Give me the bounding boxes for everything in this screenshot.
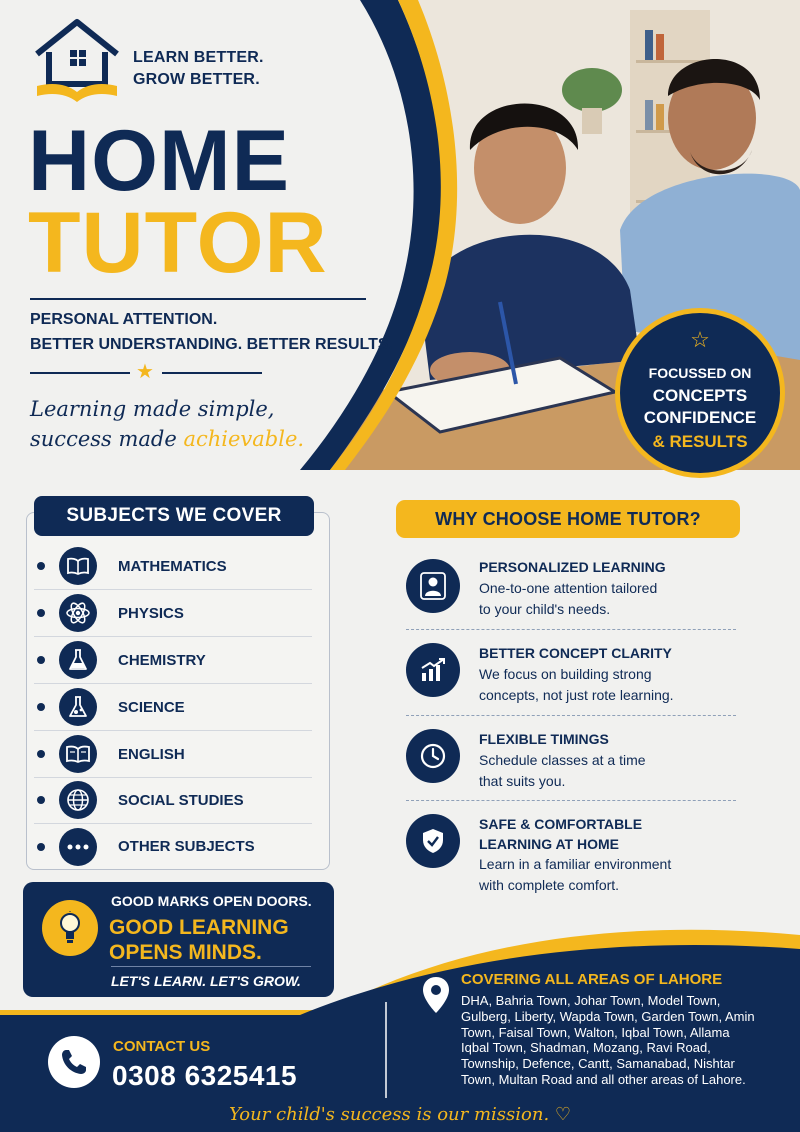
- hero-subtitle-1: PERSONAL ATTENTION.: [30, 311, 218, 328]
- slogan-prefix: success made: [30, 427, 184, 451]
- badge-line-2: CONCEPTS: [652, 386, 748, 405]
- person-icon: [406, 559, 460, 613]
- shield-icon: [406, 814, 460, 868]
- star-divider-right: [162, 372, 262, 374]
- why-desc-1: We focus on building strong: [479, 666, 652, 682]
- contact-phone[interactable]: 0308 6325415: [112, 1060, 298, 1091]
- subject-row-science: [34, 684, 312, 731]
- why-desc-2: to your child's needs.: [479, 601, 611, 617]
- bullet: [37, 609, 45, 617]
- subject-row-mathematics: [34, 543, 312, 590]
- why-title: PERSONALIZED LEARNING: [479, 559, 666, 575]
- why-desc-1: Learn in a familiar environment: [479, 856, 672, 872]
- badge-star-icon: ☆: [690, 327, 710, 352]
- subject-label: MATHEMATICS: [118, 557, 227, 575]
- why-desc-2: with complete comfort.: [479, 877, 620, 893]
- bullet: [37, 703, 45, 711]
- why-title: SAFE & COMFORTABLE: [479, 816, 643, 832]
- beaker-icon: [59, 688, 97, 726]
- location-pin-icon: [421, 975, 451, 1015]
- book-icon: [59, 547, 97, 585]
- house-book-logo: [33, 18, 121, 104]
- why-desc-2: that suits you.: [479, 773, 566, 789]
- subject-label: PHYSICS: [118, 604, 184, 622]
- subject-label: SOCIAL STUDIES: [118, 791, 244, 809]
- badge-line-1: FOCUSSED ON: [648, 365, 752, 381]
- open-book-icon: [59, 735, 97, 773]
- badge-line-4: & RESULTS: [652, 432, 748, 451]
- subject-row-social-studies: [34, 777, 312, 824]
- hero-subtitle-2: BETTER UNDERSTANDING. BETTER RESULTS.: [30, 336, 393, 353]
- focus-badge: [615, 308, 785, 478]
- subject-label: OTHER SUBJECTS: [118, 838, 255, 855]
- why-desc-2: concepts, not just rote learning.: [479, 687, 674, 703]
- bullet: [37, 843, 45, 851]
- title-home: HOME: [28, 113, 290, 209]
- areas-title: COVERING ALL AREAS OF LAHORE: [461, 971, 723, 988]
- why-desc-1: One-to-one attention tailored: [479, 580, 658, 596]
- chart-icon: [406, 643, 460, 697]
- phone-icon: [48, 1036, 100, 1088]
- subjects-heading: SUBJECTS WE COVER: [34, 496, 314, 536]
- title-divider: [30, 298, 366, 300]
- why-separator: [406, 629, 736, 630]
- mission-text: Your child's success is our mission.: [228, 1104, 550, 1125]
- why-title-line-2: LEARNING AT HOME: [479, 836, 619, 852]
- clock-icon: [406, 729, 460, 783]
- bullet: [37, 750, 45, 758]
- motivation-banner: [23, 882, 334, 997]
- tagline-line-1: LEARN BETTER.: [133, 49, 264, 66]
- atom-icon: [59, 594, 97, 632]
- why-heading: WHY CHOOSE HOME TUTOR?: [396, 500, 740, 538]
- subject-label: ENGLISH: [118, 745, 185, 763]
- why-desc-1: Schedule classes at a time: [479, 752, 646, 768]
- subject-label: SCIENCE: [118, 698, 185, 716]
- motivation-line-4: LET'S LEARN. LET'S GROW.: [111, 973, 301, 989]
- bullet: [37, 796, 45, 804]
- star-icon: ★: [136, 361, 154, 383]
- motivation-line-2: GOOD LEARNING: [109, 916, 289, 939]
- brand-tagline: [133, 47, 264, 91]
- why-title: FLEXIBLE TIMINGS: [479, 731, 609, 747]
- tagline-line-2: GROW BETTER.: [133, 71, 260, 88]
- badge-line-3: CONFIDENCE: [643, 408, 757, 427]
- mission-line: [0, 1104, 800, 1125]
- why-title: BETTER CONCEPT CLARITY: [479, 645, 672, 661]
- why-separator: [406, 715, 736, 716]
- footer-divider: [385, 1002, 387, 1098]
- contact-label: CONTACT US: [113, 1038, 211, 1055]
- title-tutor: TUTOR: [28, 195, 328, 291]
- slogan-highlight: achievable.: [183, 427, 305, 451]
- bullet: [37, 562, 45, 570]
- motivation-divider: [111, 966, 311, 967]
- slogan-line-2: [30, 427, 304, 451]
- slogan-line-1: Learning made simple,: [30, 397, 275, 421]
- lightbulb-icon: [42, 900, 98, 956]
- motivation-line-1: GOOD MARKS OPEN DOORS.: [111, 893, 312, 909]
- subject-row-chemistry: [34, 637, 312, 684]
- globe-icon: [59, 781, 97, 819]
- flask-icon: [59, 641, 97, 679]
- motivation-line-3: OPENS MINDS.: [109, 941, 262, 964]
- subject-label: CHEMISTRY: [118, 651, 206, 669]
- subject-row-other: [34, 823, 312, 870]
- subject-row-physics: [34, 590, 312, 637]
- more-icon: [59, 828, 97, 866]
- heart-icon: ♡: [554, 1104, 572, 1125]
- star-divider-left: [30, 372, 130, 374]
- subject-row-english: [34, 731, 312, 778]
- why-separator: [406, 800, 736, 801]
- areas-list: DHA, Bahria Town, Johar Town, Model Town, Gulberg, Liberty, Wapda Town, Garden Town, Amin Town, Faisal Town, Walton, Iqbal Town, Allama Iqbal Town, Shadman, Mozang, Ravi Road, Township, Defence, Cantt, Samanabad, Nishtar Town, Multan Road and all other areas of Lahore.: [461, 993, 755, 1087]
- bullet: [37, 656, 45, 664]
